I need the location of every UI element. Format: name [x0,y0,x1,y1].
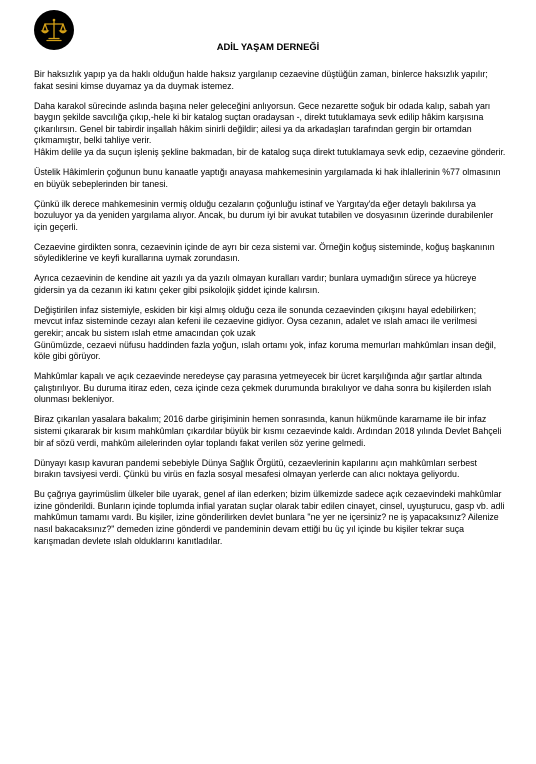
paragraph-5 [34,242,506,265]
paragraph-2 [34,101,506,159]
paragraph-text: Dünyayı kasıp kavuran pandemi sebebiyle Dünya Sağlık Örgütü, cezaevlerinin kapılarını açın mahkûmları serbest bırakın tavsiyesi verdi. Çünkü bu virüs en fazla sosyal mesafesi olmayan yerlerde can alıcı noktaya geliyordu. [34,457,478,480]
paragraph-text: Ayrıca cezaevinin de kendine ait yazılı ya da yazılı olmayan kuralları vardır; bunlara uymadığın sürece ya hücreye gidersin ya da cezanın iki katını çeker gibi psikolojik şiddet içinde kalırsın. [34,273,477,295]
paragraph-11 [34,489,506,547]
paragraph-1 [34,69,506,92]
paragraph-text: Değiştirilen infaz sistemiyle, eskiden bir kişi almış olduğu ceza ile sonunda cezaevinden çıkışını hayal edebilirken; mevcut infaz sisteminde cezayı alan kefeni ile cezaevine gidiyor. Oysa cezanın, adalet ve ıslah amacı ile verilmesi gerekir; ancak bu sistem ıslah etme amacından çok uzak [34,304,477,339]
paragraph-4 [34,199,506,234]
paragraph-3 [34,167,506,190]
paragraph-9 [34,414,506,449]
paragraph-text: Cezaevine girdikten sonra, cezaevinin içinde de ayrı bir ceza sistemi var. Örneğin koğuş sisteminde, koğuş başkanının söylediklerine ve keyfi kurallarına uymak zorundasın. [34,241,495,264]
paragraph-text: Bir haksızlık yapıp ya da haklı olduğun halde haksız yargılanıp cezaevine düştüğün zaman, binlerce haksızlık yapılır; fakat sesini kimse duyamaz ya da duymak istemez. [34,69,488,91]
paragraph-text: Biraz çıkarılan yasalara bakalım; 2016 darbe girişiminin hemen sonrasında, kanun hükmünde kararname ile bir infaz sistemi çıkararak bir kısım mahkûmları çıkardılar büyük bir kısmı cezaevinde kaldı. Ardından 2018 yılında Devlet Bahçeli bir af sözü verdi, mahkûm ailelerinden oylar toplandı fakat verilen söz yerine gelmedi. [34,414,502,448]
paragraph-text: Bu çağrıya gayrimüslim ülkeler bile uyarak, genel af ilan ederken; bizim ülkemizde sadece açık cezaevindeki mahkûmlar izine gönderildi. Bunların içinde toplumda infial yaratan suçlar olarak tabir edilen cinayet, cinsel, uyuşturucu, gasp vb. adli mahkûmun tamamı vardı. Bu kişiler, izine gönderilirken devlet bunlara "ne yer ne içersiniz? ne iş yapacaksınız? Ailenize nasıl bakacaksınız?" demeden izine gönderdi ve pandeminin devam ettiği bu üç yıl içinde bu kişiler tekrar suça karışmadan devlete ıslah olduklarını kanıtladılar. [34,489,505,546]
paragraph-text: Çünkü ilk derece mahkemesinin vermiş olduğu cezaların çoğunluğu istinaf ve Yargıtay'da eğer detaylı bakılırsa ya bozuluyor ya da yeniden yargılama alıyor. Ancak, bu durum iyi bir avukat tutabilen ve dosyasının üzerinde durabilenler için geçerli. [34,198,494,232]
document-title: ADİL YAŞAM DERNEĞİ [216,41,320,52]
paragraph-7 [34,305,506,363]
paragraph-10 [34,458,506,481]
paragraph-text: Üstelik Hâkimlerin çoğunun bunu kanaatle yaptığı anayasa mahkemesinin yargılamada ki hak ihlallerinin %77 olmasının en büyük sebeplerinden bir tanesi. [34,166,501,189]
paragraph-text: Daha karakol sürecinde aslında başına neler geleceğini anlıyorsun. Gece nezarette soğuk bir odada kalıp, sabah yarı baygın şekilde savcılığa çıkıp,-hele ki bir katalog suçtan oradaysan -, direkt tutuklamaya sevk edilip hâkim karşısına çıkarılırsın. Genel bir tabirdir inşallah hâkim sinirli değildir; ailesi ya da arkadaşları tarafından gergin bir ortamdan çıkmamıştır, belki tahliye verir. [34,100,491,146]
paragraph-8 [34,371,506,406]
paragraph-text: Hâkim delile ya da suçun işleniş şekline bakmadan, bir de katalog suça direkt tutuklamaya sevk edip, cezaevine gönderir. [34,146,506,157]
paragraph-text: Mahkûmlar kapalı ve açık cezaevinde neredeyse çay parasına yetmeyecek bir ücret karşılığında ağır şartlar altında çalıştırılıyor. Bu duruma itiraz eden, ceza içinde ceza çekmek durumunda bırakılıyor ve daha sonra bu kişilerden ıslah olunması bekleniyor. [34,371,492,405]
paragraph-6 [34,273,506,296]
document-body [34,69,506,555]
paragraph-text: Günümüzde, cezaevi nüfusu haddinden fazla yoğun, ıslah ortamı yok, infaz koruma memurları mahkûmları insan değil, köle gibi görüyor. [34,339,497,362]
